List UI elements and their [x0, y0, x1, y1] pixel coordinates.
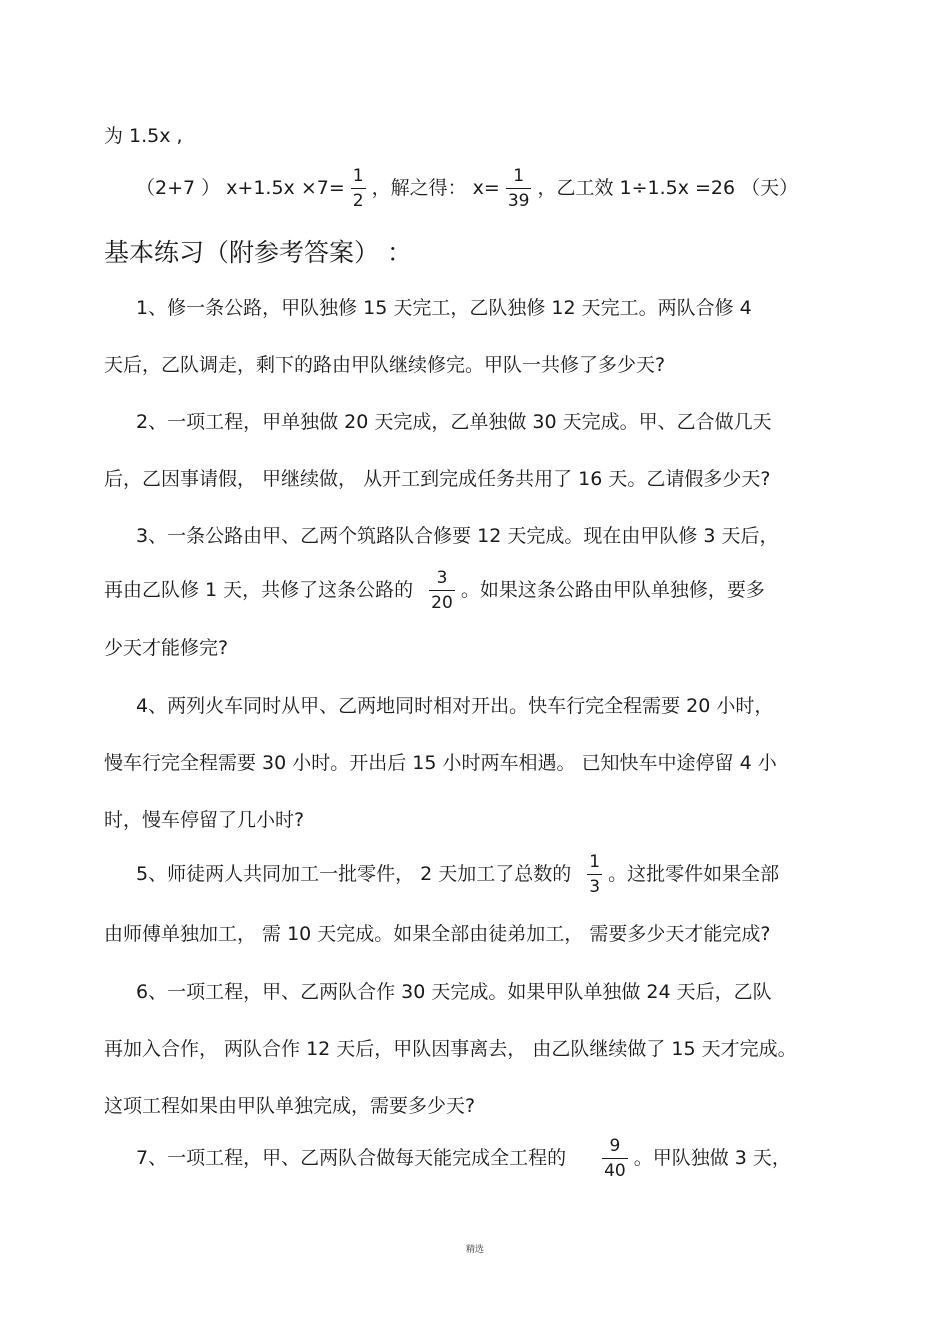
problem-1-line-2: 天后，乙队调走，剩下的路由甲队继续修完。甲队一共修了多少天?	[104, 354, 666, 376]
problem-5-text-a: 5、师徒两人共同加工一批零件， 2 天加工了总数的	[136, 863, 572, 885]
problem-4-line-2: 慢车行完全程需要 30 小时。开出后 15 小时两车相遇。 已知快车中途停留 4 小	[104, 752, 777, 774]
problem-4-line-3: 时，慢车停留了几小时?	[104, 809, 305, 831]
fraction-one-39th	[506, 166, 532, 211]
problem-7-line-1	[136, 1136, 846, 1181]
problem-4-line-1: 4、两列火车同时从甲、乙两地同时相对开出。快车行完全程需要 20 小时，	[136, 695, 774, 717]
problem-3-line-3: 少天才能修完?	[104, 637, 229, 659]
fraction-denominator: 2	[352, 191, 364, 211]
problem-3-text-b: 。如果这条公路由甲队单独修，要多	[460, 579, 765, 601]
fraction-numerator: 9	[609, 1136, 621, 1156]
section-heading: 基本练习（附参考答案） ：	[104, 238, 412, 267]
problem-3-text-a: 再由乙队修 1 天，共修了这条公路的	[104, 579, 414, 601]
problem-7-text-a: 7、一项工程，甲、乙两队合做每天能完成全工程的	[136, 1147, 567, 1169]
fraction-nine-40ths	[602, 1136, 628, 1181]
fraction-bar	[429, 590, 455, 591]
fraction-numerator: 3	[436, 568, 448, 588]
equation-line	[136, 166, 846, 211]
fraction-denominator: 20	[431, 593, 453, 613]
fraction-one-half	[351, 166, 366, 211]
fraction-bar	[602, 1158, 628, 1159]
problem-3-line-1: 3、一条公路由甲、乙两个筑路队合修要 12 天完成。现在由甲队修 3 天后，	[136, 525, 779, 547]
equation-part2: ，解之得： x=	[371, 177, 500, 199]
fraction-numerator: 1	[589, 852, 601, 872]
problem-1-line-1: 1、修一条公路，甲队独修 15 天完工，乙队独修 12 天完工。两队合修 4	[136, 297, 752, 319]
problem-5-line-1	[136, 852, 846, 897]
fraction-three-20ths	[429, 568, 455, 613]
problem-6-line-2: 再加入合作， 两队合作 12 天后，甲队因事离去， 由乙队继续做了 15 天才完成。	[104, 1038, 797, 1060]
fraction-numerator: 1	[352, 166, 364, 186]
problem-5-line-2: 由师傅单独加工， 需 10 天完成。如果全部由徒弟加工， 需要多少天才能完成?	[104, 923, 771, 945]
fraction-bar	[506, 188, 532, 189]
fraction-denominator: 39	[507, 191, 530, 211]
fraction-one-third	[587, 852, 602, 897]
equation-part3: ，乙工效 1÷1.5x =26 （天）	[537, 177, 799, 199]
problem-2-line-1: 2、一项工程，甲单独做 20 天完成，乙单独做 30 天完成。甲、乙合做几天	[136, 411, 772, 433]
fraction-denominator: 3	[589, 877, 601, 897]
problem-2-line-2: 后，乙因事请假， 甲继续做， 从开工到完成任务共用了 16 天。乙请假多少天?	[104, 468, 771, 490]
intro-line: 为 1.5x ,	[104, 125, 183, 147]
page-footer: 精选	[465, 1245, 484, 1255]
problem-6-line-3: 这项工程如果由甲队单独完成，需要多少天?	[104, 1095, 476, 1117]
problem-6-line-1: 6、一项工程，甲、乙两队合作 30 天完成。如果甲队单独做 24 天后，乙队	[136, 981, 772, 1003]
problem-3-line-2	[104, 568, 846, 613]
fraction-numerator: 1	[513, 166, 525, 186]
problem-5-text-b: 。这批零件如果全部	[608, 863, 780, 885]
fraction-denominator: 40	[604, 1161, 626, 1181]
fraction-bar	[587, 874, 602, 875]
equation-part1: （2+7 ） x+1.5x ×7=	[136, 177, 345, 199]
fraction-bar	[351, 188, 366, 189]
problem-7-text-b: 。甲队独做 3 天，	[633, 1147, 791, 1169]
